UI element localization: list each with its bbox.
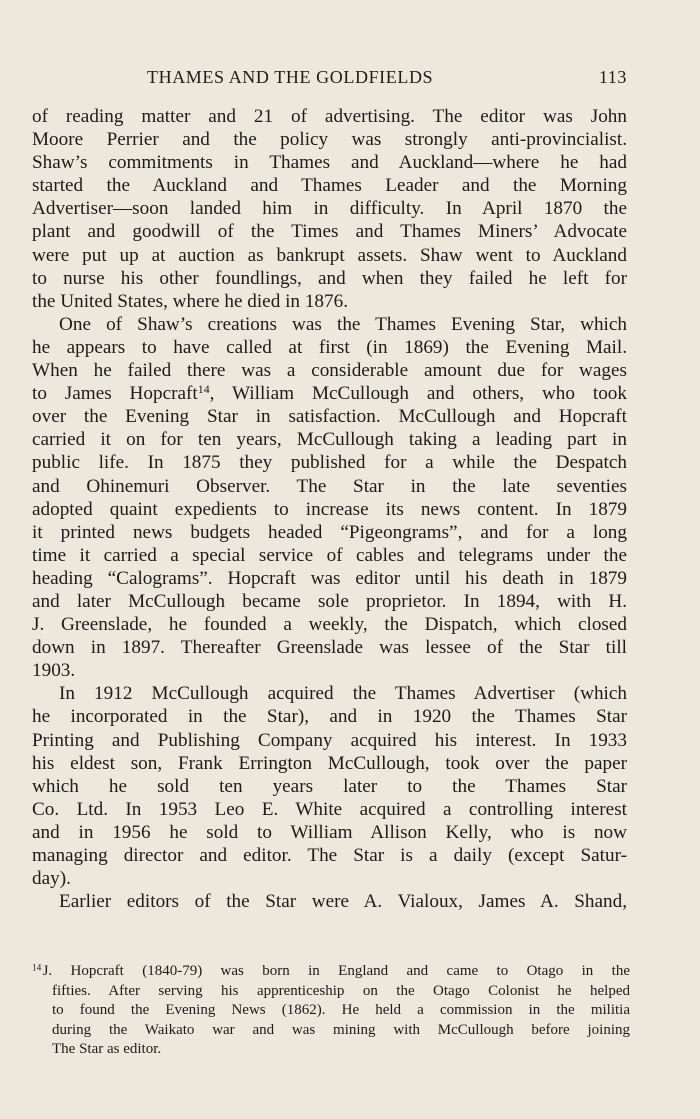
footnote-line [32, 962, 630, 982]
footnote-line: to found the Evening News (1862). He held a commission in the militia [52, 1002, 630, 1018]
body-text [32, 105, 627, 913]
text-line: and in 1956 he sold to William Allison Kelly, who is now [32, 821, 627, 843]
text-line: plant and goodwill of the Times and Thames Miners’ Advocate [32, 221, 627, 243]
footnote-line: The Star as editor. [52, 1041, 162, 1057]
text-line: it printed news budgets headed “Pigeongrams”, and for a long [32, 521, 627, 543]
text-line: day). [32, 868, 71, 890]
text-line: over the Evening Star in satisfaction. McCullough and Hopcraft [32, 406, 627, 428]
text-line: time it carried a special service of cables and telegrams under the [32, 544, 627, 566]
footnote [32, 962, 630, 1060]
text-line: were put up at auction as bankrupt assets. Shaw went to Auckland [32, 244, 627, 266]
text-line: and Ohinemuri Observer. The Star in the late seventies [32, 475, 627, 497]
chapter-title: THAMES AND THE GOLDFIELDS [147, 67, 434, 87]
text-line: J. Greenslade, he founded a weekly, the Dispatch, which closed [32, 614, 627, 636]
footnote-line: during the Waikato war and was mining with McCullough before joining [52, 1021, 630, 1038]
text-line: the United States, where he died in 1876. [32, 290, 348, 312]
text-line: of reading matter and 21 of advertising. The editor was John [32, 106, 627, 127]
text-line: down in 1897. Thereafter Greenslade was lessee of the Star till [32, 637, 627, 659]
text-line: 1903. [32, 660, 76, 682]
text-line: Moore Perrier and the policy was strongly anti-provincialist. [32, 129, 627, 151]
text-line: managing director and editor. The Star is a daily (except Satur- [32, 845, 627, 866]
text-line: started the Auckland and Thames Leader and the Morning [32, 175, 627, 197]
text-line: Co. Ltd. In 1953 Leo E. White acquired a controlling interest [32, 798, 627, 820]
text-line: which he sold ten years later to the Thames Star [32, 775, 627, 797]
text-line: and later McCullough became sole proprietor. In 1894, with H. [32, 590, 627, 612]
text-segment: , William McCullough and others, who took [209, 383, 627, 405]
footnote-line: fifties. After serving his apprenticeship on the Otago Colonist he helped [52, 982, 630, 999]
footnote-marker: 14 [32, 963, 42, 974]
text-line: his eldest son, Frank Errington McCullough, took over the paper [32, 752, 627, 774]
text-line: One of Shaw’s creations was the Thames Evening Star, which [59, 313, 627, 335]
text-line: heading “Calograms”. Hopcraft was editor until his death in 1879 [32, 567, 627, 589]
text-line: Shaw’s commitments in Thames and Auckland—where he had [32, 152, 627, 174]
text-line: he incorporated in the Star), and in 1920 the Thames Star [32, 706, 627, 728]
text-line: to nurse his other foundlings, and when they failed he left for [32, 267, 627, 289]
text-line: carried it on for ten years, McCullough taking a leading part in [32, 429, 627, 451]
text-segment: J. Hopcraft (1840-79) was born in England and came to Otago in the [42, 963, 630, 979]
text-line: public life. In 1875 they published for a while the Despatch [32, 452, 627, 474]
page-number: 113 [598, 67, 627, 87]
text-line: he appears to have called at first (in 1869) the Evening Mail. [32, 336, 627, 358]
text-line: When he failed there was a considerable amount due for wages [32, 360, 627, 382]
text-line: Printing and Publishing Company acquired his interest. In 1933 [32, 729, 627, 751]
text-line: adopted quaint expedients to increase its news content. In 1879 [32, 498, 627, 520]
text-line: Advertiser—soon landed him in difficulty. In April 1870 the [32, 198, 627, 220]
footnote-reference: 14 [197, 382, 210, 397]
text-line: In 1912 McCullough acquired the Thames Advertiser (which [59, 683, 627, 705]
text-segment: to James Hopcraft [32, 383, 198, 405]
text-line [32, 382, 627, 405]
running-head [32, 67, 627, 93]
text-line: Earlier editors of the Star were A. Vialoux, James A. Shand, [59, 891, 627, 913]
